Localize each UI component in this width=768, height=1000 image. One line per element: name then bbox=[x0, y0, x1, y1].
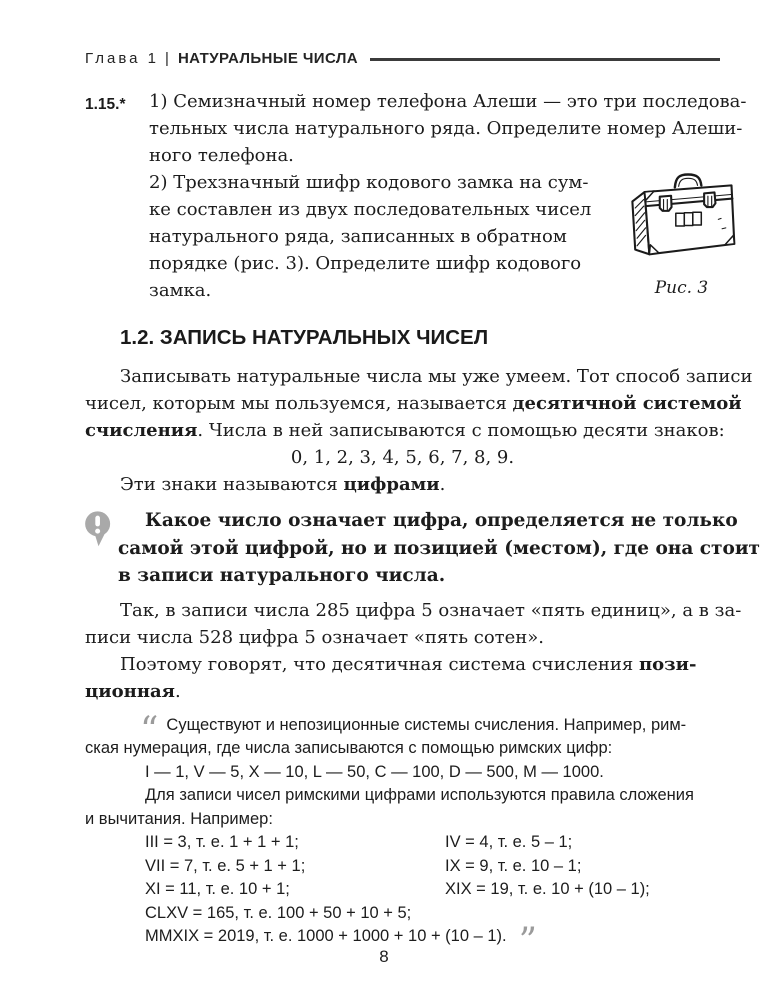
examples-row bbox=[85, 878, 720, 902]
bold-term: цифрами bbox=[343, 474, 440, 495]
text-line: Для записи чисел римскими цифрами используются правила сложения bbox=[145, 786, 694, 804]
text-line: порядке (рис. 3). Определите шифр кодового bbox=[149, 253, 582, 274]
text-line: 1) Семизначный номер телефона Алеши — это три последова- bbox=[149, 91, 747, 112]
problem-body bbox=[149, 88, 746, 304]
text-line: ционная. bbox=[85, 680, 181, 702]
chapter-label: Глава 1 bbox=[85, 50, 160, 67]
text-line: ке составлен из двух последовательных чисел bbox=[149, 199, 592, 220]
roman-numerals-note bbox=[85, 709, 720, 962]
header-rule bbox=[370, 58, 720, 61]
figure-caption: Рис. 3 bbox=[654, 278, 709, 298]
bold-term: десятичной системой bbox=[512, 393, 742, 414]
text-line: ного телефона. bbox=[149, 145, 294, 166]
bold-term: счисления bbox=[85, 420, 198, 441]
text-line: Поэтому говорят, что десятичная система счисления пози- bbox=[120, 653, 697, 675]
examples-row bbox=[85, 855, 720, 879]
rule-callout bbox=[85, 507, 761, 590]
examples-row bbox=[85, 831, 720, 855]
close-quote-icon: ” bbox=[518, 921, 538, 962]
text-line: замка. bbox=[149, 280, 212, 301]
text-line: писи числа 528 цифра 5 означает «пять сотен». bbox=[85, 626, 544, 648]
text-line: и вычитания. Например: bbox=[85, 809, 273, 828]
exclamation-bubble-icon bbox=[83, 510, 114, 557]
bold-term: ционная bbox=[85, 680, 175, 702]
text-line: чисел, которым мы пользуемся, называется десятичной системой bbox=[85, 393, 742, 414]
position-example-paragraph bbox=[85, 597, 742, 705]
text-line: в записи натурального числа. bbox=[118, 565, 446, 586]
text-line: Так, в записи числа 285 цифра 5 означает «пять единиц», а в за- bbox=[120, 599, 742, 621]
problem-part1 bbox=[149, 88, 746, 169]
open-quote-icon: “ bbox=[140, 709, 159, 751]
bag-with-code-lock-icon bbox=[622, 247, 740, 268]
example-right: IV = 4, т. е. 5 – 1; bbox=[445, 833, 573, 851]
text-line: Какое число означает цифра, определяется не только bbox=[145, 510, 738, 531]
figure-3 bbox=[616, 169, 746, 304]
problem-1-15 bbox=[85, 88, 747, 304]
roman-digits-line: I — 1, V — 5, X — 10, L — 50, C — 100, D — 500, M — 1000. bbox=[145, 762, 604, 781]
text-line: самой этой цифрой, но и позицией (местом), где она стоит bbox=[118, 537, 761, 559]
text-line: ская нумерация, где числа записываются с помощью римских цифр: bbox=[85, 739, 613, 757]
example-left: VII = 7, т. е. 5 + 1 + 1; bbox=[145, 856, 306, 875]
example-full: CLXV = 165, т. е. 100 + 50 + 10 + 5; bbox=[145, 903, 412, 922]
example-left: XI = 11, т. е. 10 + 1; bbox=[145, 880, 290, 898]
text-line: “ Существуют и непозиционные системы счисления. Например, рим- bbox=[140, 709, 687, 751]
example-right: IX = 9, т. е. 10 – 1; bbox=[445, 856, 582, 875]
chapter-title: НАТУРАЛЬНЫЕ ЧИСЛА bbox=[177, 50, 358, 67]
digits-line: 0, 1, 2, 3, 4, 5, 6, 7, 8, 9. bbox=[290, 447, 515, 468]
running-head bbox=[85, 50, 720, 67]
example-full: MMXIX = 2019, т. е. 1000 + 1000 + 10 + (10 – 1). ” bbox=[145, 921, 538, 962]
header-separator: | bbox=[165, 50, 169, 67]
signs-paragraph bbox=[85, 471, 720, 498]
text-line: Эти знаки называются цифрами. bbox=[120, 474, 446, 495]
problem-number: 1.15.* bbox=[85, 96, 126, 113]
text-line: натурального ряда, записанных в обратном bbox=[149, 226, 567, 247]
example-right: XIX = 19, т. е. 10 + (10 – 1); bbox=[445, 880, 650, 898]
bold-term: пози- bbox=[638, 653, 697, 675]
example-left: III = 3, т. е. 1 + 1 + 1; bbox=[145, 833, 299, 851]
section-heading: 1.2. ЗАПИСЬ НАТУРАЛЬНЫХ ЧИСЕЛ bbox=[120, 326, 489, 349]
text-line: тельных числа натурального ряда. Определите номер Алеши- bbox=[149, 118, 743, 139]
page-number: 8 bbox=[379, 947, 389, 966]
text-line: Записывать натуральные числа мы уже умеем. Тот способ записи bbox=[120, 366, 753, 387]
problem-part2-text bbox=[149, 169, 616, 304]
text-line: счисления. Числа в ней записываются с помощью десяти знаков: bbox=[85, 420, 725, 441]
problem-part2 bbox=[149, 169, 746, 304]
text-line: 2) Трехзначный шифр кодового замка на сум- bbox=[149, 172, 589, 193]
intro-paragraph bbox=[85, 363, 753, 444]
